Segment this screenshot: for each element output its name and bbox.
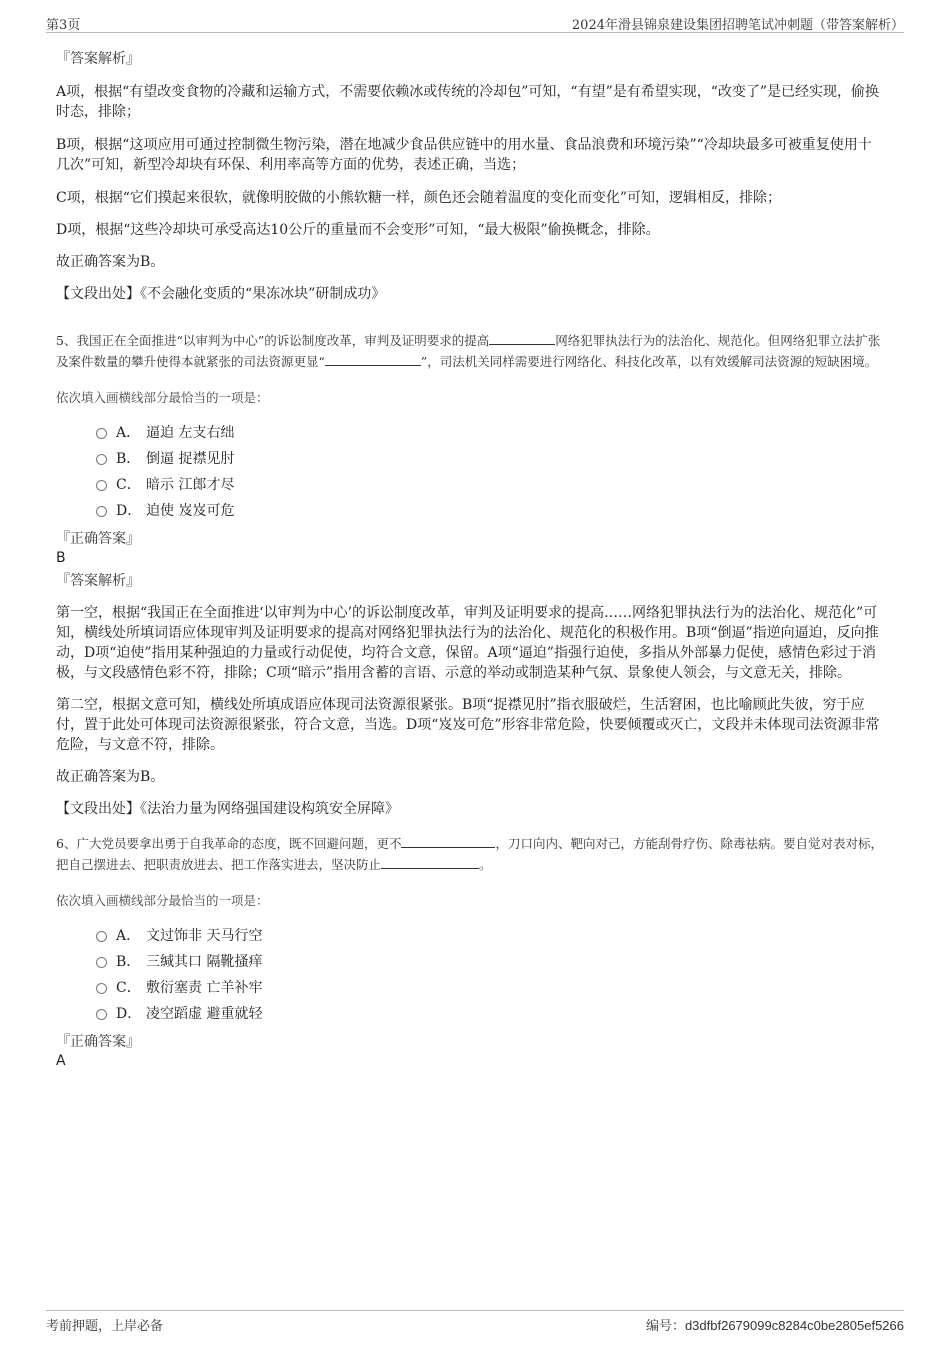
correct-answer: A [56,1053,66,1069]
blank-line [325,351,421,366]
document-code [646,1315,904,1334]
analysis-paragraph: A项，根据“有望改变食物的冷藏和运输方式，不需要依赖冰或传统的冷却包”可知，“有望”是有希望实现，“改变了”是已经实现，偷换时态，排除； [56,84,880,120]
correct-answer: B [56,550,66,566]
option-b[interactable]: B． 三缄其口 隔靴搔痒 [56,949,884,975]
radio-icon[interactable] [96,454,107,465]
radio-icon[interactable] [96,1009,107,1020]
option-c[interactable]: C． 敷衍塞责 亡羊补牢 [56,975,884,1001]
question-6-options [56,923,884,1027]
option-d[interactable]: D． 迫使 岌岌可危 [56,498,884,524]
option-c[interactable]: C． 暗示 江郎才尽 [56,472,884,498]
option-d[interactable]: D． 凌空蹈虚 避重就轻 [56,1001,884,1027]
source-citation: 【文段出处】《不会融化变质的“果冻冰块”研制成功》 [56,286,386,302]
correct-answer-label: 『正确答案』 [56,1034,140,1050]
radio-icon[interactable] [96,983,107,994]
question-6-prompt: 依次填入画横线部分最恰当的一项是： [56,893,269,908]
blank-line [401,833,495,848]
analysis-paragraph: C项，根据“它们摸起来很软，就像明胶做的小熊软糖一样，颜色还会随着温度的变化而变化”可知，逻辑相反，排除； [56,190,782,206]
footer-slogan: 考前押题，上岸必备 [46,1319,164,1334]
question-5-options [56,420,884,524]
code-value: d3dfbf2679099c8284c0be2805ef5266 [684,1318,904,1333]
page-footer [46,1310,904,1335]
answer-conclusion: 故正确答案为B。 [56,254,165,270]
option-a[interactable]: A． 文过饰非 天马行空 [56,923,884,949]
question-6-text: 6、广大党员要拿出勇于自我革命的态度，既不回避问题，更不 ，刀口向内、靶向对己，方能刮骨疗伤、除毒祛病。要自觉对表对标，把自己摆进去、把职责放进去、把工作落实进去，坚决防止 。 [56,833,884,875]
radio-icon[interactable] [96,506,107,517]
radio-icon[interactable] [96,931,107,942]
code-label: 编号： [645,1319,685,1334]
correct-answer-label: 『正确答案』 [56,531,140,547]
analysis-label: 『答案解析』 [56,573,140,589]
analysis-paragraph: 第一空，根据“我国正在全面推进‘以审判为中心’的诉讼制度改革，审判及证明要求的提高……网络犯罪执法行为的法治化、规范化”可知，横线处所填词语应体现审判及证明要求的提高对网络犯罪执法行为的法治化、规范化的积极作用。B项“倒逼”指逆向逼迫，反向推动，D项“迫使”指用某种强迫的力量或行动促使，均符合文意，保留。A项“逼迫”指强行迫使，多指从外部暴力促使，感情色彩过于消极，与文段感情色彩不符，排除；C项“暗示”指用含蓄的言语、示意的举动或制造某种气氛、景象使人领会，与文意无关，排除。 [56,605,879,681]
option-b[interactable]: B． 倒逼 捉襟见肘 [56,446,884,472]
source-citation: 【文段出处】《法治力量为网络强国建设构筑安全屏障》 [56,801,399,817]
radio-icon[interactable] [96,480,107,491]
page-header [46,12,904,33]
blank-line [381,854,479,869]
option-a[interactable]: A． 逼迫 左支右绌 [56,420,884,446]
blank-line [489,330,555,345]
page-content [56,44,884,1069]
analysis-label: 『答案解析』 [56,51,140,67]
document-title: 2024年滑县锦泉建设集团招聘笔试冲刺题（带答案解析） [571,18,904,33]
page-number: 第3页 [46,18,81,33]
question-5-text: 5、我国正在全面推进“以审判为中心”的诉讼制度改革，审判及证明要求的提高 网络犯罪执法行为的法治化、规范化。但网络犯罪立法扩张及案件数量的攀升使得本就紧张的司法资源更显“ ”，司法机关同样需要进行网络化、科技化改革，以有效缓解司法资源的短缺困境。 [56,330,884,372]
analysis-paragraph: 第二空，根据文意可知，横线处所填成语应体现司法资源很紧张。B项“捉襟见肘”指衣服破烂，生活窘困，也比喻顾此失彼，穷于应付，置于此处可体现司法资源很紧张，符合文意，当选。D项“岌岌可危”形容非常危险，快要倾覆或灭亡，文段并未体现司法资源非常危险，与文意不符，排除。 [56,697,880,753]
analysis-paragraph: B项，根据“这项应用可通过控制微生物污染，潜在地减少食品供应链中的用水量、食品浪费和环境污染”“冷却块最多可被重复使用十几次”可知，新型冷却块有环保、利用率高等方面的优势，表述正确，当选； [56,137,872,173]
analysis-paragraph: D项，根据“这些冷却块可承受高达10公斤的重量而不会变形”可知，“最大极限”偷换概念，排除。 [56,222,660,238]
question-5-prompt: 依次填入画横线部分最恰当的一项是： [56,390,269,405]
answer-conclusion: 故正确答案为B。 [56,769,165,785]
radio-icon[interactable] [96,428,107,439]
radio-icon[interactable] [96,957,107,968]
